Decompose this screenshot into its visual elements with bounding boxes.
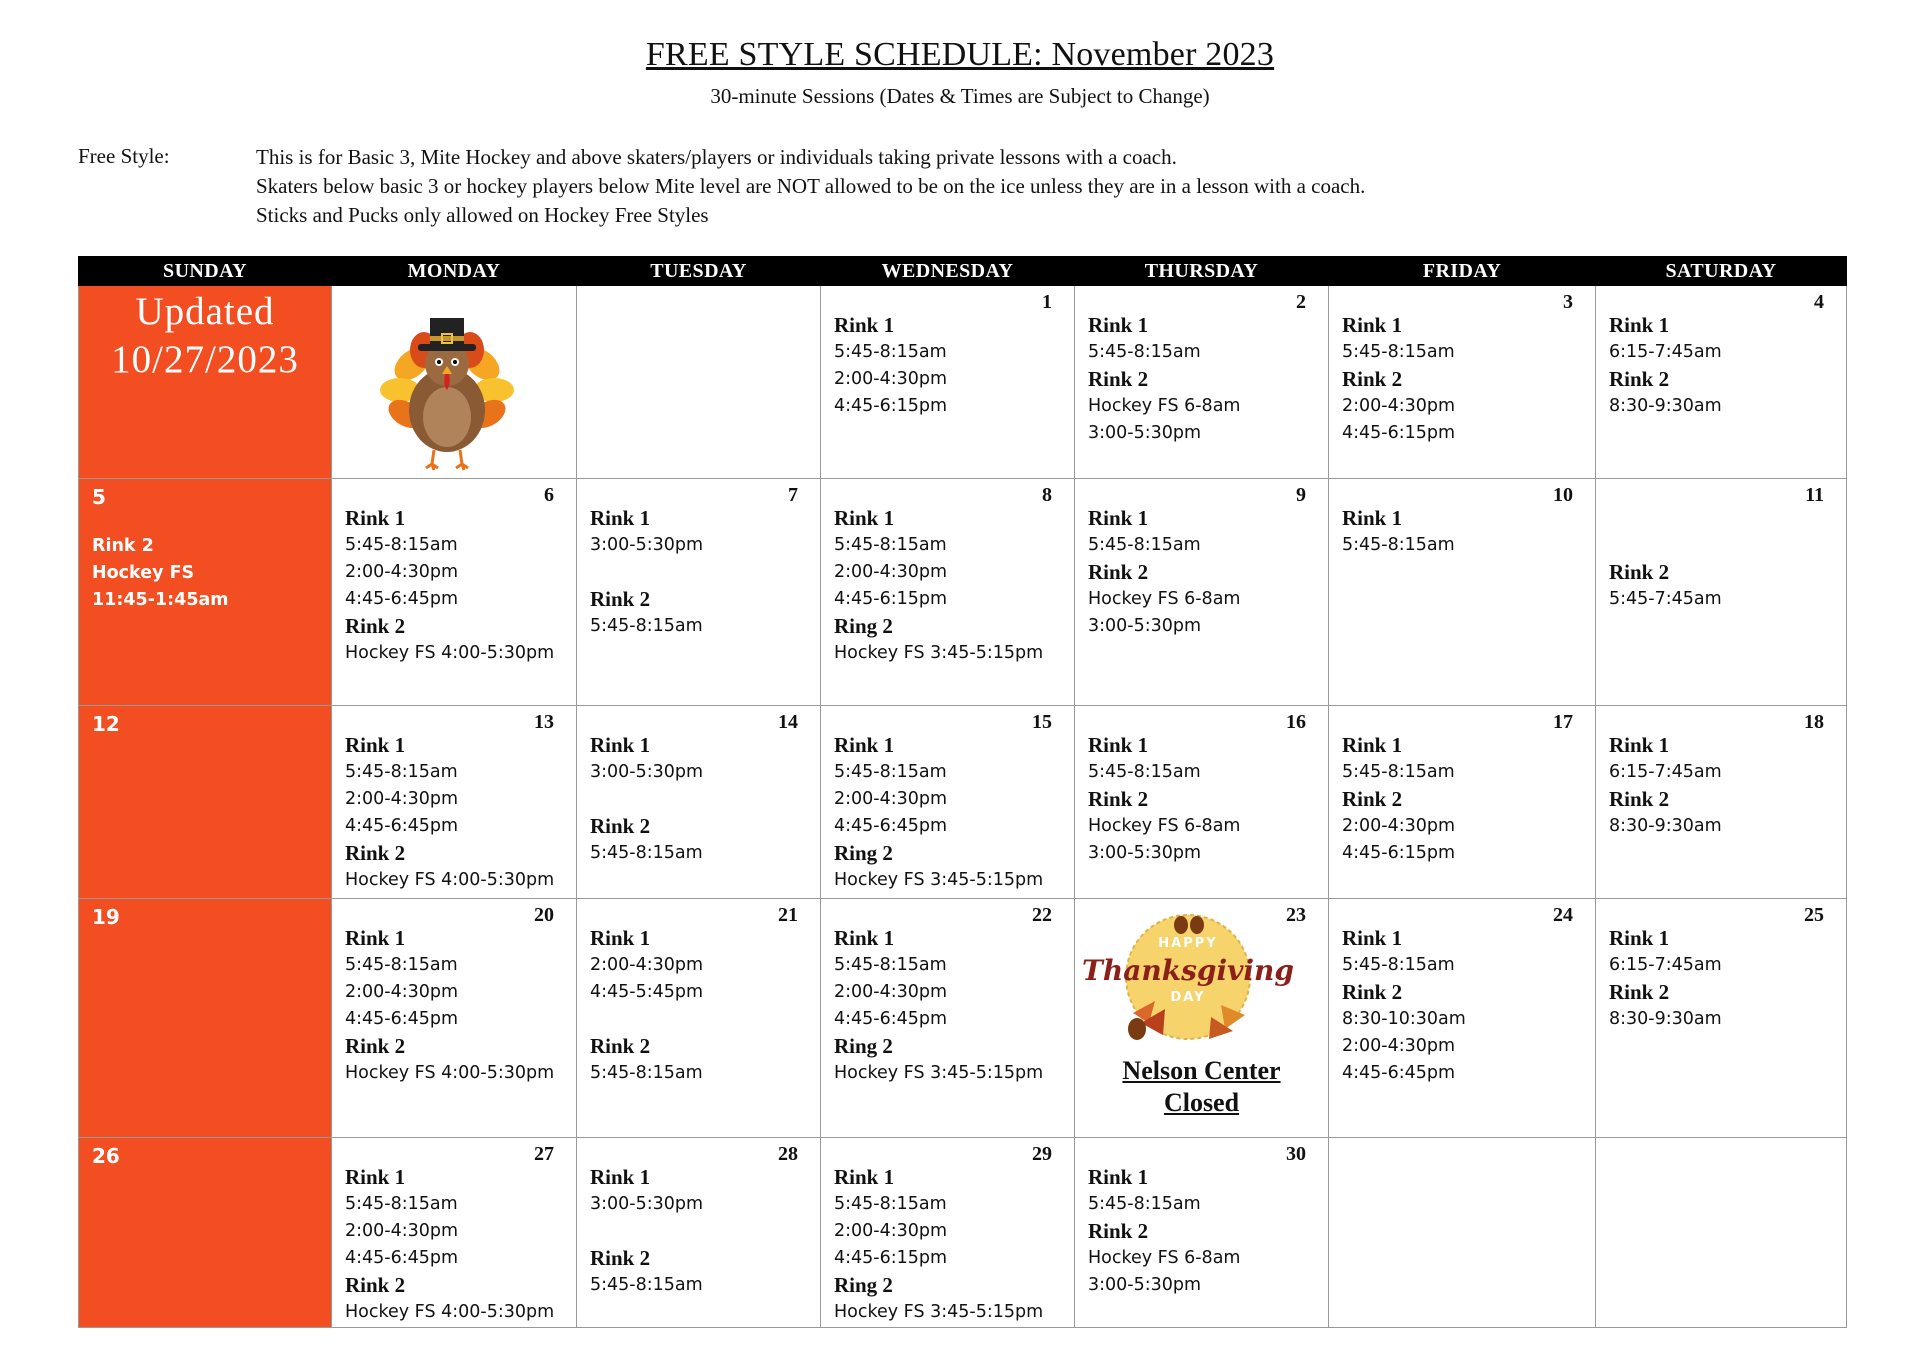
page-subtitle: 30-minute Sessions (Dates & Times are Subject to Change) [710,84,1210,108]
session-time: 4:45-6:45pm [345,589,459,609]
free-style-line: Skaters below basic 3 or hockey players below Mite level are NOT allowed to be on the ice unless they are in a lesson with a coach. [256,174,1366,198]
day-cell [1075,706,1329,899]
rink-label: Rink 1 [1609,926,1670,950]
session-time: 2:00-4:30pm [345,1221,459,1241]
session-time: 5:45-8:15am [1342,762,1455,782]
rink-label: Rink 2 [1342,980,1403,1004]
day-number: 21 [778,904,798,926]
rink-label: Rink 1 [345,1165,406,1189]
rink-label: Rink 2 [590,1034,651,1058]
rink-label: Rink 1 [834,926,895,950]
rink-label: Rink 1 [590,733,651,757]
session-time: 2:00-4:30pm [1342,816,1456,836]
session-time: 5:45-8:15am [1088,1194,1201,1214]
day-number: 5 [92,485,106,509]
day-cell [332,286,577,479]
day-cell [1329,706,1596,899]
free-style-line: This is for Basic 3, Mite Hockey and above skaters/players or individuals taking private lessons with a coach. [256,145,1177,169]
day-cell-sunday [79,899,332,1138]
day-cell [1329,286,1596,479]
rink-label: Rink 2 [345,614,406,638]
day-cell [577,286,821,479]
day-cell [821,286,1075,479]
day-number: 2 [1296,291,1306,313]
session-time: 3:00-5:30pm [590,535,704,555]
session-time: Hockey FS 3:45-5:15pm [834,643,1044,663]
session-time: 8:30-10:30am [1342,1009,1466,1029]
session-time: 2:00-4:30pm [590,955,704,975]
session-time: 5:45-8:15am [590,1275,703,1295]
rink-label: Rink 2 [1609,787,1670,811]
session-time: 8:30-9:30am [1609,1009,1722,1029]
rink-label: Rink 1 [590,506,651,530]
day-number: 19 [92,905,120,929]
day-cell [332,706,577,899]
session-time: 5:45-8:15am [834,1194,947,1214]
badge-main-text: Thanksgiving [1082,954,1294,987]
rink-label: Rink 1 [345,926,406,950]
session-time: 4:45-6:45pm [345,816,459,836]
session-label: Hockey FS [92,563,195,583]
session-time: 3:00-5:30pm [1088,616,1202,636]
turkey-icon [372,302,522,472]
day-cell [577,899,821,1138]
day-cell [1596,286,1847,479]
day-cell [1329,899,1596,1138]
day-number: 11 [1805,484,1824,506]
day-number: 17 [1553,711,1573,733]
session-time: 2:00-4:30pm [834,1221,948,1241]
day-number: 27 [534,1143,554,1165]
day-number: 9 [1296,484,1306,506]
day-cell-sunday [79,286,332,479]
session-time: 8:30-9:30am [1609,396,1722,416]
session-time: 3:00-5:30pm [1088,1275,1202,1295]
rink-label: Rink 1 [834,506,895,530]
day-cell [821,899,1075,1138]
session-time: Hockey FS 3:45-5:15pm [834,870,1044,890]
rink-label: Rink 1 [345,733,406,757]
session-time: 5:45-8:15am [590,843,703,863]
rink-label: Rink 1 [590,926,651,950]
calendar-week-row [79,706,1847,899]
session-time: 6:15-7:45am [1609,762,1722,782]
session-time: 4:45-6:15pm [1342,423,1456,443]
day-number: 4 [1814,291,1824,313]
session-time: 2:00-4:30pm [345,982,459,1002]
day-cell [821,479,1075,706]
session-time: Hockey FS 4:00-5:30pm [345,643,555,663]
rink-label: Rink 1 [1088,313,1149,337]
rink-label: Rink 2 [1609,367,1670,391]
session-time: 6:15-7:45am [1609,342,1722,362]
session-time: 2:00-4:30pm [834,982,948,1002]
day-cell [332,899,577,1138]
session-time: Hockey FS 4:00-5:30pm [345,1063,555,1083]
session-time: 5:45-8:15am [1088,535,1201,555]
day-number: 13 [534,711,554,733]
session-time: 5:45-8:15am [590,1063,703,1083]
session-time: 5:45-8:15am [834,762,947,782]
session-time: Hockey FS 3:45-5:15pm [834,1302,1044,1322]
rink-label: Rink 2 [1609,980,1670,1004]
rink-label: Rink 2 [345,841,406,865]
weekday-header: WEDNESDAY [821,257,1075,286]
rink-label: Rink 2 [345,1034,406,1058]
rink-label: Rink 2 [1342,787,1403,811]
day-number: 29 [1032,1143,1052,1165]
day-number: 7 [788,484,798,506]
session-time: 8:30-9:30am [1609,816,1722,836]
rink-label: Rink 1 [1609,313,1670,337]
session-time: 5:45-8:15am [1342,535,1455,555]
day-cell [821,1138,1075,1328]
rink-label: Ring 2 [834,614,893,638]
calendar-week-row [79,899,1847,1138]
free-style-description [256,143,1365,230]
session-time: 4:45-6:45pm [834,816,948,836]
day-number: 23 [1286,904,1306,926]
badge-happy-text: HAPPY [1158,936,1218,951]
session-time: Hockey FS 3:45-5:15pm [834,1063,1044,1083]
session-time: 6:15-7:45am [1609,955,1722,975]
session-time: 4:45-6:15pm [1342,843,1456,863]
session-time: 4:45-6:45pm [345,1248,459,1268]
rink-label: Rink 1 [1609,733,1670,757]
day-cell [1329,479,1596,706]
day-cell-sunday [79,479,332,706]
calendar-grid [78,256,1846,1328]
day-cell [821,706,1075,899]
day-cell [1075,286,1329,479]
session-time: 3:00-5:30pm [1088,423,1202,443]
session-time: 5:45-8:15am [345,535,458,555]
day-cell-sunday [79,1138,332,1328]
day-number: 14 [778,711,798,733]
session-time: 4:45-5:45pm [590,982,704,1002]
rink-label: Rink 1 [834,1165,895,1189]
badge-day-text: DAY [1170,990,1206,1005]
session-time: 3:00-5:30pm [590,1194,704,1214]
day-cell [1596,706,1847,899]
session-time: 2:00-4:30pm [1342,1036,1456,1056]
day-cell [1329,1138,1596,1328]
session-time: 4:45-6:45pm [1342,1063,1456,1083]
day-number: 20 [534,904,554,926]
day-cell [332,479,577,706]
session-time: Hockey FS 4:00-5:30pm [345,870,555,890]
day-number: 30 [1286,1143,1306,1165]
day-cell [332,1138,577,1328]
day-number: 18 [1804,711,1824,733]
calendar-week-row [79,479,1847,706]
rink-label: Rink 2 [1088,560,1149,584]
day-number: 10 [1553,484,1573,506]
rink-label: Rink 2 [92,536,154,556]
session-time: 2:00-4:30pm [834,789,948,809]
day-number: 16 [1286,711,1306,733]
rink-label: Rink 1 [1342,733,1403,757]
session-time: 2:00-4:30pm [345,562,459,582]
rink-label: Rink 1 [1088,506,1149,530]
session-time: Hockey FS 4:00-5:30pm [345,1302,555,1322]
session-time: Hockey FS 6-8am [1088,816,1241,836]
rink-label: Ring 2 [834,1273,893,1297]
day-cell [1596,1138,1847,1328]
day-cell [1596,479,1847,706]
rink-label: Rink 2 [590,587,651,611]
page-title: FREE STYLE SCHEDULE: November 2023 [645,36,1275,73]
session-time: 3:00-5:30pm [590,762,704,782]
calendar-week-row [79,1138,1847,1328]
weekday-header: THURSDAY [1075,257,1329,286]
day-number: 1 [1042,291,1052,313]
rink-label: Rink 1 [590,1165,651,1189]
calendar-week-row [79,286,1847,479]
day-cell [1596,899,1847,1138]
day-cell-sunday [79,706,332,899]
day-number: 25 [1804,904,1824,926]
weekday-header: SUNDAY [79,257,332,286]
weekday-header: SATURDAY [1596,257,1847,286]
session-time: 5:45-8:15am [834,535,947,555]
session-time: Hockey FS 6-8am [1088,589,1241,609]
rink-label: Ring 2 [834,841,893,865]
free-style-label: Free Style: [78,144,170,168]
updated-note: Updated 10/27/2023 [111,290,299,381]
rink-label: Rink 2 [590,814,651,838]
session-time: 5:45-8:15am [1342,955,1455,975]
rink-label: Rink 2 [1342,367,1403,391]
session-time: 4:45-6:15pm [834,589,948,609]
session-time: 5:45-8:15am [1088,762,1201,782]
session-time: 5:45-8:15am [345,762,458,782]
closed-notice: Nelson Center Closed [1122,1056,1281,1117]
day-cell [577,479,821,706]
day-number: 12 [92,712,120,736]
day-number: 24 [1553,904,1573,926]
weekday-header-row [79,257,1847,286]
thanksgiving-badge [1082,905,1294,1055]
rink-label: Rink 1 [1088,1165,1149,1189]
session-time: 11:45-1:45am [92,590,229,610]
session-time: 4:45-6:45pm [345,1009,459,1029]
session-time: 5:45-8:15am [345,1194,458,1214]
rink-label: Rink 1 [834,313,895,337]
day-number: 22 [1032,904,1052,926]
rink-label: Rink 1 [1342,926,1403,950]
rink-label: Rink 2 [590,1246,651,1270]
rink-label: Ring 2 [834,1034,893,1058]
session-time: 5:45-8:15am [1088,342,1201,362]
rink-label: Rink 1 [1342,506,1403,530]
free-style-line: Sticks and Pucks only allowed on Hockey Free Styles [256,203,709,227]
rink-label: Rink 2 [1088,1219,1149,1243]
weekday-header: MONDAY [332,257,577,286]
day-number: 15 [1032,711,1052,733]
session-time: 5:45-7:45am [1609,589,1722,609]
day-number: 8 [1042,484,1052,506]
weekday-header: FRIDAY [1329,257,1596,286]
rink-label: Rink 2 [345,1273,406,1297]
session-time: 3:00-5:30pm [1088,843,1202,863]
session-time: Hockey FS 6-8am [1088,1248,1241,1268]
session-time: 5:45-8:15am [345,955,458,975]
session-time: 5:45-8:15am [834,955,947,975]
rink-label: Rink 2 [1088,787,1149,811]
day-number: 26 [92,1144,120,1168]
rink-label: Rink 1 [1342,313,1403,337]
day-number: 28 [778,1143,798,1165]
weekday-header: TUESDAY [577,257,821,286]
day-number: 6 [544,484,554,506]
day-cell [1075,1138,1329,1328]
session-time: 2:00-4:30pm [834,369,948,389]
session-time: 2:00-4:30pm [1342,396,1456,416]
session-time: 5:45-8:15am [834,342,947,362]
rink-label: Rink 1 [834,733,895,757]
session-time: 4:45-6:45pm [834,1009,948,1029]
rink-label: Rink 1 [345,506,406,530]
day-number: 3 [1563,291,1573,313]
rink-label: Rink 2 [1609,560,1670,584]
session-time: 2:00-4:30pm [345,789,459,809]
session-time: 4:45-6:15pm [834,396,948,416]
session-time: 2:00-4:30pm [834,562,948,582]
session-time: 5:45-8:15am [1342,342,1455,362]
session-time: 4:45-6:15pm [834,1248,948,1268]
day-cell-thanksgiving [1075,899,1329,1138]
session-time: 5:45-8:15am [590,616,703,636]
session-time: Hockey FS 6-8am [1088,396,1241,416]
day-cell [577,1138,821,1328]
day-cell [577,706,821,899]
rink-label: Rink 1 [1088,733,1149,757]
day-cell [1075,479,1329,706]
rink-label: Rink 2 [1088,367,1149,391]
